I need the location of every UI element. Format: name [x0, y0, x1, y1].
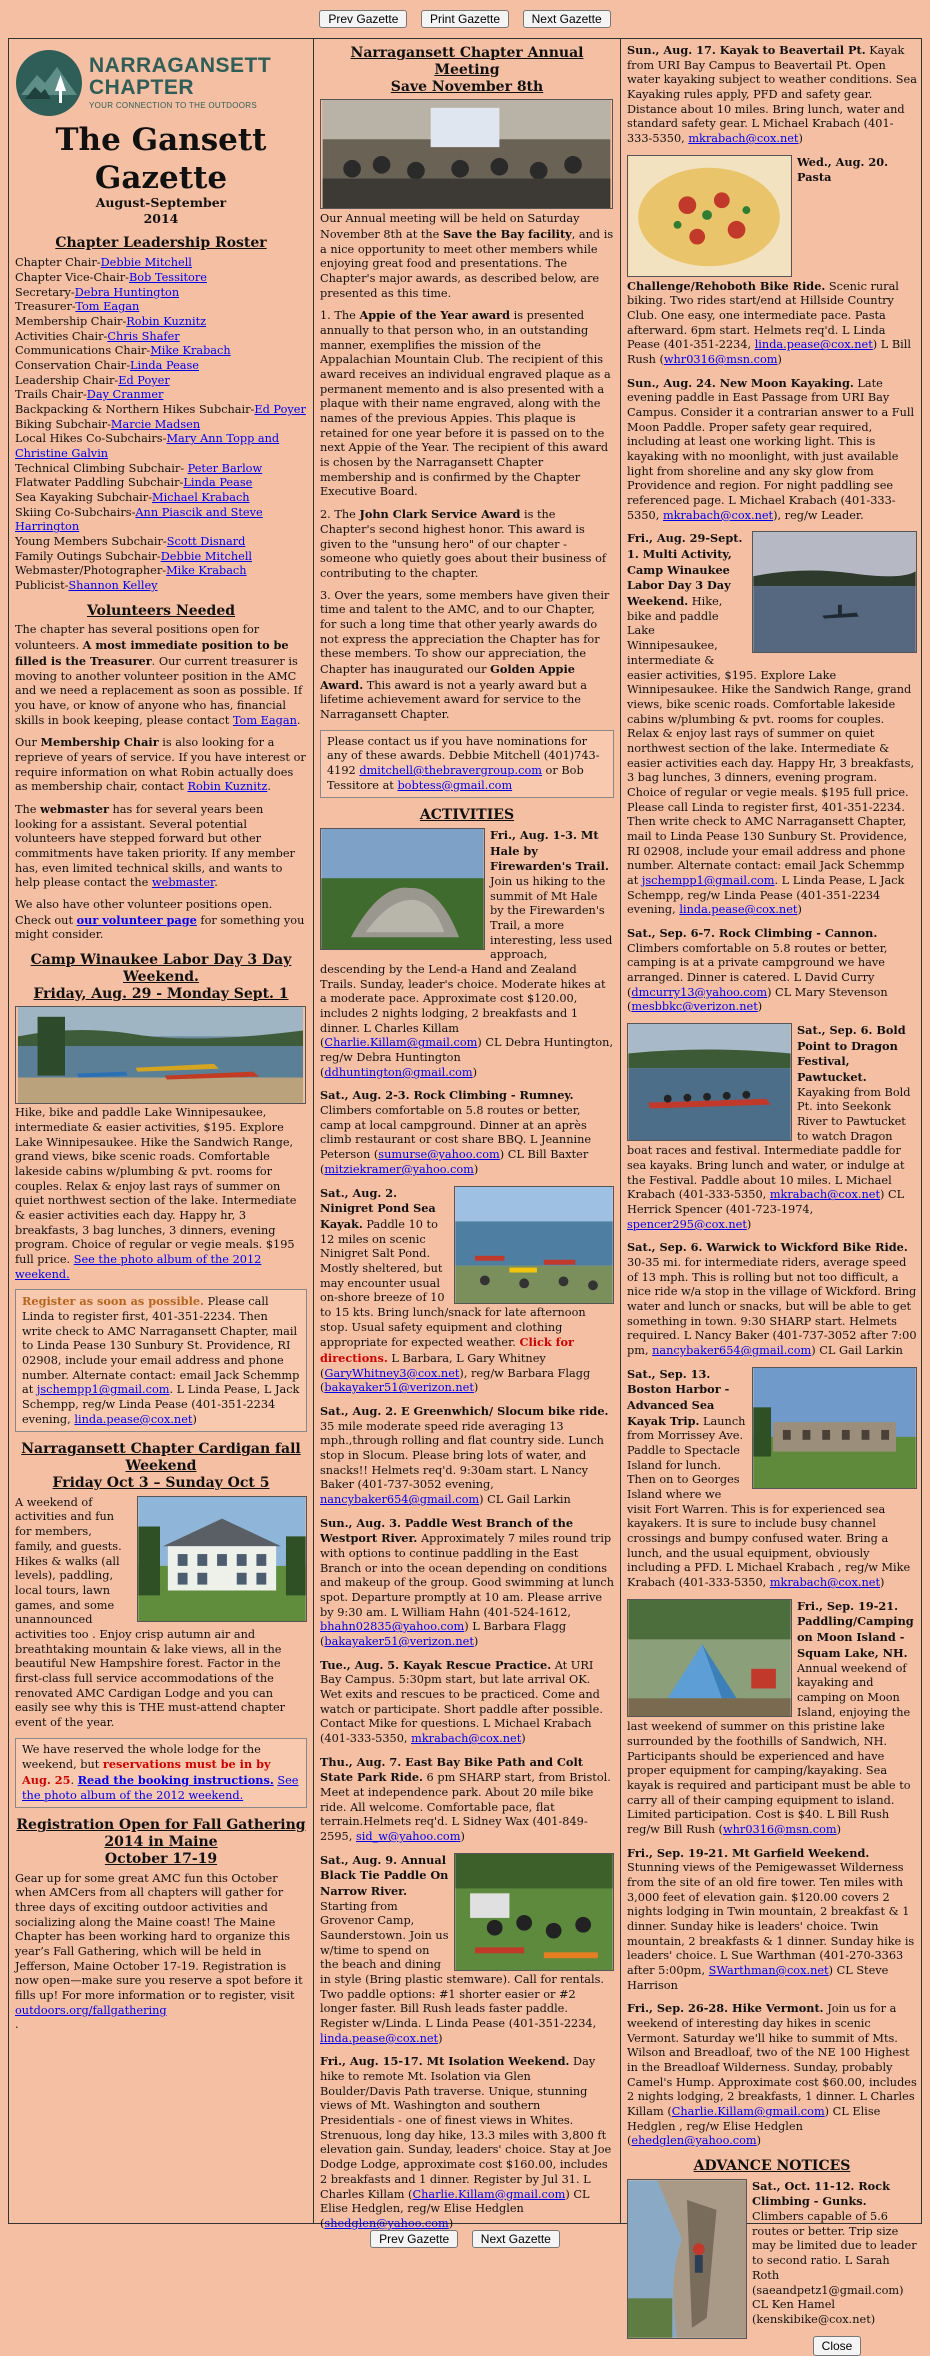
swarthman-email-link[interactable]: SWarthman@cox.net [708, 1963, 829, 1977]
event-gunks-climbing: Sat., Oct. 11-12. Rock Climbing - Gunks. Climbers capable of 5.6 routes or better. Trip size may be limited due to leader to second ratio. L Sarah Roth (saeandpetz1@gmail.com) CL Ken Hamel (kenskibike@cox.net) Close [627, 2179, 917, 2356]
roster-name-link[interactable]: Day Cranmer [86, 388, 164, 402]
mkrabach-email-link-3[interactable]: mkrabach@cox.net [662, 508, 774, 522]
sumurse-email-link[interactable]: sumurse@yahoo.com [378, 1148, 500, 1162]
roster-row [15, 564, 307, 579]
roster-name-link[interactable]: Shannon Kelley [68, 579, 158, 593]
bakayaker-email-link-2[interactable]: bakayaker51@verizon.net [324, 1634, 474, 1648]
event-boston-harbor: Sat., Sep. 13. Boston Harbor - Advanced Sea Kayak Trip. Launch from Morrissey Ave. Paddle to Spectacle Island for lunch. Then on to Georges Island where we visit Fort Warren. This is for experienced sea kayakers. It is sure to include busy channel crossings and bumpy confused water. Bring a lunch, and the usual equipment, obviously including a PFD. L Michael Krabach , reg/w Mike Krabach (401-333-5350, mkrabach@cox.net) [627, 1367, 917, 1591]
garywhitney-email-link[interactable]: GaryWhitney3@cox.net [324, 1366, 460, 1380]
bakayaker-email-link[interactable]: bakayaker51@verizon.net [324, 1381, 474, 1395]
gazette-title-1: The Gansett [55, 122, 267, 158]
meeting-para-1: Our Annual meeting will be held on Saturday November 8th at the Save the Bay facility, and is a nice opportunity to meet other members while enjoying great food and presentations. The Chapter's major awards, as described below, are presented as this time. [320, 212, 614, 300]
fall-gathering-heading: Registration Open for Fall Gathering 2014 in Maine October 17-19 [16, 1817, 306, 1867]
cardigan-lodge-photo [137, 1496, 307, 1622]
roster-row [15, 462, 307, 477]
nancybaker-email-link-2[interactable]: nancybaker654@gmail.com [652, 1344, 812, 1358]
roster-row [15, 476, 307, 491]
mkrabach-email-link[interactable]: mkrabach@cox.net [411, 1732, 522, 1746]
logo-name-1: NARRAGANSETT [89, 53, 272, 77]
leadership-roster [15, 256, 307, 593]
pasta-photo [627, 155, 792, 277]
cardigan-album-link[interactable]: See the photo album of the 2012 weekend. [22, 1773, 299, 1802]
camp-album-link[interactable]: See the photo album of the 2012 weekend. [15, 1253, 262, 1281]
roster-row [15, 550, 307, 565]
annual-meeting-photo [320, 99, 613, 209]
event-hike-vermont: Fri., Sep. 26-28. Hike Vermont. Join us for a weekend of interesting day hikes in scenic Vermont. Saturday we'll hike to summit of Mts. Wilson and Breadloaf, two of the NE 100 Highest in the Breadloaf Wilderness. Sunday, probably Camel's Hump. Approximate cost $60.00, includes 2 nights lodging, 2 breakfasts, 1 dinner. L Charles Killam (Charlie.Killam@gmail.com) CL Elise Hedglen , reg/w Elise Hedglen (ehedglen@yahoo.com) [627, 2001, 917, 2148]
roster-name-link[interactable]: Debbie Mitchell [100, 256, 192, 270]
logo-name-2: CHAPTER [89, 75, 195, 99]
roster-name-link[interactable]: Ed Poyer [118, 373, 170, 387]
left-column [9, 39, 314, 2223]
dragon-boat-photo [627, 1023, 792, 1141]
roster-row [15, 491, 307, 506]
camp-winaukee-heading: Camp Winaukee Labor Day 3 Day Weekend. Friday, Aug. 29 - Monday Sept. 1 [30, 951, 292, 1002]
mt-hale-photo [320, 828, 485, 950]
roster-role: Webmaster/Photographer- [15, 564, 167, 578]
roster-name-link[interactable]: Mike Krabach [166, 564, 247, 578]
roster-role: Leadership Chair- [15, 373, 119, 387]
roster-row [15, 286, 307, 301]
roster-row [15, 535, 307, 550]
event-e-greenwich-bike: Sat., Aug. 2. E Greenwhich/ Slocum bike ride. 35 mile moderate speed ride averaging 13 mph.,through rolling and flat country side. Lunch stop in Slocum. Please bring lots of water, and snacks!! Helmets req'd. 9:30am start. L Nancy Baker (401-737-3052 evening, nancybaker654@gmail.com) CL Gail Larkin [320, 1403, 609, 1506]
roster-name-link[interactable]: Marcie Madsen [110, 417, 201, 431]
volunteer-para-3: The webmaster has for several years been looking for a assistant. Several potential volunteers have stepped forward but other commitments have taken priority. If any member has, even limited technical skills, and wants to help please contact the webmaster. [15, 801, 295, 890]
black-tie-paddle-photo [454, 1853, 614, 1971]
roster-name-link[interactable]: Robin Kuznitz [126, 314, 207, 328]
amc-logo [15, 49, 307, 117]
gazette-title-2: Gazette [94, 160, 228, 197]
roster-name-link[interactable]: Ann Piascik and Steve Harrington [15, 505, 263, 534]
shedglen-email-link[interactable]: shedglen@yahoo.com [324, 2216, 449, 2230]
bobtess-email-link[interactable]: bobtess@gmail.com [397, 778, 513, 792]
jschempp-email-link[interactable]: jschempp1@gmail.com [36, 1383, 170, 1397]
event-rock-climbing-rumney: Sat., Aug. 2-3. Rock Climbing - Rumney. Climbers comfortable on 5.8 routes or better, camp at local campground. Dinner at an après climb restaurant or cost share BBQ. L Jeannine Peterson (sumurse@yahoo.com) CL Bill Baxter (mitziekramer@yahoo.com) [320, 1088, 592, 1176]
roster-role: Chapter Chair- [15, 256, 101, 270]
volunteer-para-2: Our Membership Chair is also looking for a reprieve of years of service. If you have interest or require information on what Robin actually does as membership chair, contact Robin Kuznitz. [15, 735, 306, 794]
meeting-para-4: 3. Over the years, some members have given their time and talent to the AMC, and to our Chapter, for such a long time that other yearly awards do not express the appreciation the Chapter has for these members. To show our appreciation, the Chapter has inaugurated our Golden Appie Award. This award is not a yearly award but a lifetime achievement award for service to the Narragansett Chapter. [320, 588, 610, 721]
right-column [621, 39, 923, 2353]
roster-name-link[interactable]: Mary Ann Topp and Christine Galvin [15, 432, 280, 460]
roster-row [15, 403, 307, 418]
roster-role: Trails Chair- [15, 388, 87, 402]
roster-name-link[interactable]: Tom Eagan [75, 300, 140, 314]
middle-column [314, 39, 621, 2230]
linda-pease-email-link-3[interactable]: linda.pease@cox.net [754, 338, 873, 352]
whr0316-email-link-2[interactable]: whr0316@msn.com [722, 1822, 837, 1836]
gunks-climbing-photo [627, 2179, 747, 2339]
dmitchell-email-link[interactable]: dmitchell@thebravergroup.com [359, 763, 542, 777]
roster-name-link[interactable]: Ed Poyer [254, 402, 306, 416]
amc-logo-icon [15, 49, 83, 117]
volunteer-para-4: We also have other volunteer positions open. Check out our volunteer page for something you might consider. [15, 897, 305, 942]
event-rock-climbing-cannon: Sat., Sep. 6-7. Rock Climbing - Cannon. Climbers comfortable on 5.8 routes or better, camping is at a private campground we have arranged. Dinner is catered. L David Curry (dmcurry13@yahoo.com) CL Mary Stevenson (mesbbkc@verizon.net) [627, 925, 888, 1014]
roster-role: Sea Kayaking Subchair- [15, 490, 153, 504]
mkrabach-email-link-2[interactable]: mkrabach@cox.net [688, 132, 799, 146]
roster-role: Publicist- [15, 579, 69, 593]
charlie-killam-email-link[interactable]: Charlie.Killam@gmail.com [324, 1036, 478, 1050]
next-gazette-button-bottom[interactable]: Next Gazette [472, 2230, 560, 2248]
webmaster-link[interactable]: webmaster [151, 876, 215, 890]
mkrabach-email-link-5[interactable]: mkrabach@cox.net [769, 1576, 880, 1590]
roster-name-link[interactable]: Chris Shafer [107, 329, 180, 343]
roster-role: Membership Chair- [15, 314, 127, 328]
annual-meeting-heading: Narragansett Chapter Annual Meeting Save November 8th [350, 45, 584, 95]
meeting-para-3: 2. The John Clark Service Award is the Chapter's second highest honor. This award is given to the "unsung hero" of our chapter - someone who quietly goes about their business of contributing to the chapter. [320, 507, 607, 580]
nancybaker-email-link[interactable]: nancybaker654@gmail.com [320, 1492, 480, 1506]
roster-row [15, 271, 307, 286]
event-ninigret-pond: Sat., Aug. 2. Ninigret Pond Sea Kayak. Paddle 10 to 12 miles on scenic Ninigret Salt Pond. Mostly sheltered, but may encounter usual on-shore breeze of 10 to 15 kts. Bring lunch/snack for late afternoon stop. Usual safety equipment and clothing appropriate for expected weather. Click for directions. L Barbara, L Gary Whitney (GaryWhitney3@cox.net), reg/w Barbara Flagg (bakayaker51@verizon.net) [320, 1186, 614, 1396]
roster-name-link[interactable]: Peter Barlow [187, 461, 263, 475]
top-nav [0, 10, 930, 28]
event-mt-garfield: Fri., Sep. 19-21. Mt Garfield Weekend. Stunning views of the Pemigewasset Wilderness from the site of an old fire tower. Ten miles with 3,000 feet of elevation gain. $120.00 covers 2 nights lodging in Twin mountain, 2 breakfast & 1 dinner. Sunday hike is leaders' choice. Twin mountain, 2 breakfasts & 1 dinner. Sunday hike is leaders' choice. L Sue Warthman (401-270-3363 after 5:00pm, SWarthman@cox.net) CL Steve Harrison [627, 1845, 915, 1992]
charlie-killam-email-link-2[interactable]: Charlie.Killam@gmail.com [412, 2187, 566, 2201]
close-button[interactable]: Close [813, 2336, 862, 2356]
moon-island-camping-photo [627, 1599, 792, 1717]
prev-gazette-button[interactable]: Prev Gazette [319, 10, 407, 28]
roster-name-link[interactable]: Linda Pease [130, 358, 199, 372]
roster-row [15, 506, 307, 535]
roster-role: Young Members Subchair- [15, 535, 167, 548]
roster-role: Secretary- [15, 285, 75, 299]
spencer295-email-link[interactable]: spencer295@cox.net [627, 1217, 747, 1231]
event-pasta-challenge: Wed., Aug. 20. Pasta Challenge/Rehoboth Bike Ride. Scenic rural biking. Two rides start/end at Hillside Country Club. One easy, one intermediate pace. Pasta afterward. 6pm start. Helmets req'd. L Linda Pease (401-351-2234, linda.pease@cox.net) L Bill Rush (whr0316@msn.com) [627, 154, 912, 367]
roster-row [15, 374, 307, 389]
jschempp-email-link-2[interactable]: jschempp1@gmail.com [641, 873, 775, 887]
volunteer-page-link[interactable]: our volunteer page [76, 912, 197, 927]
roster-role: Conservation Chair- [15, 358, 131, 372]
roster-name-link[interactable]: Scott Disnard [166, 535, 246, 548]
event-new-moon-kayaking: Sun., Aug. 24. New Moon Kayaking. Late evening paddle in East Passage from URI Bay Campus. Consider it a contrarian answer to a Full Moon Paddle. Proper safety gear required, including at least one working light. This is kayaking with no moonlight, with just available light from shoreline and any sky glow from Providence and region. For night paddling see referenced page. L Michael Krabach (401-333-5350, mkrabach@cox.net), reg/w Leader. [627, 375, 915, 522]
roster-role: Treasurer- [15, 300, 76, 314]
volunteer-para-1: The chapter has several positions open for volunteers. A most immediate position to be filled is the Treasurer. Our current treasurer is moving to another volunteer position in the AMC and we need a replacement as soon as possible. If you have, or know of anyone who has, financial skills in book keeping, please contact Tom Eagan. [15, 623, 303, 727]
whr0316-email-link[interactable]: whr0316@msn.com [663, 353, 778, 367]
roster-row [15, 256, 307, 271]
cardigan-text: A weekend of activities and fun for members, family, and guests. Hikes & walks (all levels), paddling, local tours, lawn games, and some unannounced activities too . Enjoy crisp autumn air and breathtaking mountain & lake views, all in the beautiful New Hampshire forest. Factor in the first-class full service accommodations of the renovated AMC Cardigan Lodge and you can easily see why this is THE must-attend chapter event of the year. [15, 1495, 286, 1729]
roster-row [15, 579, 307, 594]
roster-name-link[interactable]: Linda Pease [183, 476, 253, 490]
roster-role: Skiing Co-Subchairs- [15, 505, 136, 519]
roster-role: Local Hikes Co-Subchairs- [15, 432, 167, 446]
roster-row [15, 300, 307, 315]
dmcurry-email-link[interactable]: dmcurry13@yahoo.com [631, 985, 768, 999]
roster-row [15, 315, 307, 330]
volunteers-heading: Volunteers Needed [86, 602, 236, 619]
event-dragon-festival: Sat., Sep. 6. Bold Point to Dragon Festival, Pawtucket. Kayaking from Bold Pt. into Seekonk River to Pawtucket to watch Dragon boat races and festival. Intermediate paddle for sea kayaks. Bring lunch and water, or indulge at the Festival. Paddle about 10 miles. L Michael Krabach (401-333-5350, mkrabach@cox.net) CL Herrick Spencer (401-723-1974, spencer295@cox.net) [627, 1022, 911, 1231]
roster-row [15, 344, 307, 359]
charlie-killam-email-link-3[interactable]: Charlie.Killam@gmail.com [671, 2104, 825, 2118]
ddhuntington-email-link[interactable]: ddhuntington@gmail.com [324, 1065, 473, 1079]
roster-name-link[interactable]: Mike Krabach [150, 344, 231, 358]
fort-warren-photo [752, 1367, 917, 1489]
bhahn-email-link[interactable]: bhahn02835@yahoo.com [320, 1620, 465, 1634]
sid-w-email-link[interactable]: sid_w@yahoo.com [355, 1830, 461, 1844]
linda-pease-email-link[interactable]: linda.pease@cox.net [74, 1412, 193, 1426]
event-kayak-rescue: Tue., Aug. 5. Kayak Rescue Practice. At URI Bay Campus. 5:30pm start, but late arrival OK. Wet exits and rescues to be practiced. Come and watch or participate. Short paddle after possible. Contact Mike for questions. L Michael Krabach (401-333-5350, mkrabach@cox.net) [320, 1657, 603, 1746]
roster-role: Family Outings Subchair- [15, 549, 161, 563]
bottom-nav [0, 2230, 930, 2248]
mesbbkc-email-link[interactable]: mesbbkc@verizon.net [631, 1000, 758, 1014]
linda-pease-email-link-4[interactable]: linda.pease@cox.net [679, 903, 798, 917]
event-mt-isolation: Fri., Aug. 15-17. Mt Isolation Weekend. Day hike to remote Mt. Isolation via Glen Boulder/Davis Path traverse. Unique, stunning views of Mt. Washington and southern Presidentials - one of finest views in Whites. Strenuous, long day hike, 13.3 miles with 3,800 ft elevation gain. Sunday, leaders' choice. Stay at Joe Dodge Lodge, approximate cost $160.00, includes 2 breakfasts and 1 dinner. Register by Jul 31. L Charles Killam (Charlie.Killam@gmail.com) CL Elise Hedglen, reg/w Elise Hedglen (shedglen@yahoo.com) [320, 2054, 612, 2230]
roster-role: Activities Chair- [15, 329, 108, 343]
event-camp-winaukee: Fri., Aug. 29-Sept. 1. Multi Activity, Camp Winaukee Labor Day 3 Day Weekend. Hike, bike and paddle Lake Winnipesaukee, intermediate & easier activities, $195. Explore Lake Winnipesaukee. Hike the Sandwich Range, grand views, bike scenic roads. Comfortable lakeside cabins w/plumbing & pvt. rooms for couples. Relax & enjoy last rays of summer on quiet northwest section of the lake. Intermediate & easier activities each day. Happy Hr, 3 breakfasts, 3 bag lunches, 3 dinners, evening program. Choice of regular or vegie meals. $195 full price. Please call Linda to register first, 401-351-2234. Then write check to AMC Narragansett Chapter, mail to Linda Pease 130 Sunbury St. Providence, RI 02908, include your email address and phone number. Alternate contact: email Jack Schemmp at jschempp1@gmail.com. L Linda Pease, L Jack Schempp, reg/w Linda Pease (401-351-2234 evening, linda.pease@cox.net) [627, 531, 917, 917]
event-warwick-wickford-bike: Sat., Sep. 6. Warwick to Wickford Bike Ride. 30-35 mi. for intermediate riders, average speed of 13 mph. This is rolling but not too difficult, a nice ride w/a stop in the village of Wickford. Bring water and lunch or snacks, but will be able to get something in town. 9:30 SHARP start. Helmets required. L Nancy Baker (401-737-3052 after 7:00 pm, nancybaker654@gmail.com) CL Gail Larkin [627, 1240, 917, 1358]
roster-role: Biking Subchair- [15, 417, 111, 431]
booking-instructions-link[interactable]: Read the booking instructions. [77, 1772, 274, 1787]
sunset-lake-photo [752, 531, 917, 653]
roster-row [15, 359, 307, 374]
event-east-bay-bike: Thu., Aug. 7. East Bay Bike Path and Colt State Park Ride. 6 pm SHARP start, from Bristol. Meet at independence park. About 20 mile bike ride. All welcome. Comfortable pace, flat terrain.Helmets req'd. L Sidney Wax (401-849-2595, sid_w@yahoo.com) [320, 1754, 611, 1844]
event-black-tie-paddle: Sat., Aug. 9. Annual Black Tie Paddle On Narrow River. Starting from Grovenor Camp, Saunderstown. Join us w/time to spend on the beach and dining in style (Bring plastic stemware). Call for rentals. Two paddle options: #1 shorter easier or #2 longer faster. Bill Rush leads faster paddle. Register w/Linda. L Linda Pease (401-351-2234, linda.pease@cox.net) [320, 1853, 614, 2047]
roster-row [15, 418, 307, 433]
roster-role: Technical Climbing Subchair- [15, 461, 188, 475]
meeting-para-2: 1. The Appie of the Year award is presented annually to that person who, in an outstanding manner, exemplifies the mission of the Appalachian Mountain Club. The recipient of this award receives an individual engraved plaque as a permanent memento and is also presented with a plaque with their name engraved, along with the names of the previous Appies. This plaque is retained for one year before it is passed on to the next Appie of the Year. The recipient of this award is chosen by the Narragansett Chapter membership and is confirmed by the Chapter Executive Board. [320, 308, 611, 499]
event-beavertail: Sun., Aug. 17. Kayak to Beavertail Pt. Kayak from URI Bay Campus to Beavertail Pt. Open water kayaking subject to weather conditions. Sea Kayaking rules apply, PFD and safety gear. Distance about 10 miles. Bring lunch, water and standard safety gear. L Michael Krabach (401-333-5350, mkrabach@cox.net) [627, 43, 917, 146]
fall-gathering-link[interactable]: outdoors.org/fallgathering [15, 2003, 167, 2017]
camp-register-box: Register as soon as possible. Please call Linda to register first, 401-351-2234. Then write check to AMC Narragansett Chapter, mail to Linda Pease 130 Sunbury St. Providence, RI 02908, include your email address and phone number. Alternate contact: email Jack Schemmp at jschempp1@gmail.com. L Linda Pease, L Jack Schempp, reg/w Linda Pease (401-351-2234 evening, linda.pease@cox.net) [15, 1289, 307, 1432]
nominations-box: Please contact us if you have nominations for any of these awards. Debbie Mitchell (401)743-4192 dmitchell@thebravergroup.com or Bob Tessitore at bobtess@gmail.com [320, 730, 614, 799]
camp-winaukee-text: Hike, bike and paddle Lake Winnipesaukee, intermediate & easier activities, $195. Explore Lake Winnipesaukee. Hike the Sandwich Range, grand views, bike scenic roads. Comfortable lakeside cabins w/plumbing & pvt. rooms for couples. Relax & enjoy last rays of summer on quiet northwest section of the lake. Intermediate & easier activities each day. Happy hr, 3 breakfasts, 3 bag lunches, 3 dinners, evening program. Choice of regular or vegie meals. $195 full price. See the photo album of the 2012 weekend. [15, 1106, 297, 1281]
roster-role: Backpacking & Northern Hikes Subchair- [15, 402, 255, 416]
lake-kayaks-photo [15, 1006, 306, 1104]
cardigan-booking-box: We have reserved the whole lodge for the weekend, but reservations must be in by Aug. 25. Read the booking instructions. See the photo album of the 2012 weekend. [15, 1738, 307, 1809]
ehedglen-email-link[interactable]: ehedglen@yahoo.com [631, 2134, 757, 2148]
prev-gazette-button-bottom[interactable]: Prev Gazette [370, 2230, 458, 2248]
roster-heading: Chapter Leadership Roster [55, 235, 267, 252]
advance-notices-heading: ADVANCE NOTICES [693, 2158, 851, 2174]
roster-name-link[interactable]: Debra Huntington [74, 285, 180, 299]
roster-row [15, 432, 307, 461]
tom-eagan-link[interactable]: Tom Eagan [232, 713, 297, 727]
fall-gathering-text: Gear up for some great AMC fun this October when AMCers from all chapters will gather for three days of exciting outdoor activities and socializing along the Maine coast! The Maine Chapter has been working hard to organize this year’s Fall Gathering, which will be held in Jefferson, Maine October 17-19. Registration is now open—make sure you reserve a spot before it fills up! For more information or to register, visit outdoors.org/fallgathering . [15, 1871, 303, 2032]
roster-name-link[interactable]: Bob Tessitore [129, 270, 207, 284]
roster-role: Chapter Vice-Chair- [15, 270, 129, 284]
robin-kuznitz-link[interactable]: Robin Kuznitz [187, 780, 268, 794]
event-moon-island: Fri., Sep. 19-21. Paddling/Camping on Moon Island - Squam Lake, NH. Annual weekend of kayaking and camping on Moon Island, enjoying the last weekend of summer on this pristine lake surrounded by the foothills of Sandwich, NH. Participants should be experienced and have proper equipment for camping/kayaking. Sea kayak is required and participant must be able to carry all of their camping equipment to island. Limited participation. Cost is $40. L Bill Rush reg/w Bill Rush (whr0316@msn.com) [627, 1598, 914, 1836]
activities-heading: ACTIVITIES [419, 807, 515, 824]
mkrabach-email-link-4[interactable]: mkrabach@cox.net [769, 1188, 880, 1202]
issue-date: August-September 2014 [95, 195, 227, 226]
event-mt-hale: Fri., Aug. 1-3. Mt Hale by Firewarden's Trail. Join us hiking to the summit of Mt Hale by the Firewarden's Trail, a more interesting, less used approach, descending by the Lend-a Hand and Zealand Trails. Sunday, leader's choice. Moderate hikes at a moderate pace. Approximate cost $120.00, includes 2 nights lodging, 2 breakfasts and 1 dinner. L Charles Killam (Charlie.Killam@gmail.com) CL Debra Huntington, reg/w Debra Huntington (ddhuntington@gmail.com) [320, 828, 614, 1079]
roster-role: Communications Chair- [15, 344, 151, 358]
directions-link[interactable]: Click for directions. [320, 1335, 575, 1365]
roster-name-link[interactable]: Michael Krabach [152, 490, 250, 504]
ninigret-pond-photo [454, 1186, 614, 1304]
cardigan-heading: Narragansett Chapter Cardigan fall Weekend Friday Oct 3 – Sunday Oct 5 [21, 1441, 301, 1492]
roster-name-link[interactable]: Debbie Mitchell [160, 549, 253, 563]
mitziekramer-email-link[interactable]: mitziekramer@yahoo.com [324, 1162, 474, 1176]
roster-role: Flatwater Paddling Subchair- [15, 476, 184, 490]
logo-tagline: YOUR CONNECTION TO THE OUTDOORS [89, 100, 257, 110]
roster-row [15, 388, 307, 403]
roster-row [15, 330, 307, 345]
linda-pease-email-link-2[interactable]: linda.pease@cox.net [320, 2031, 439, 2045]
print-gazette-button[interactable]: Print Gazette [421, 10, 509, 28]
event-westport-river: Sun., Aug. 3. Paddle West Branch of the Westport River. Approximately 7 miles round trip with options to continue paddling in the East Branch or into the ocean depending on conditions and makeup of the group. Good swimming at lunch spot. Departure promptly at 10 am. Please arrive by 9:30 am. L William Hahn (401-524-1612, bhahn02835@yahoo.com) L Barbara Flagg (bakayaker51@verizon.net) [320, 1515, 614, 1648]
next-gazette-button[interactable]: Next Gazette [523, 10, 611, 28]
